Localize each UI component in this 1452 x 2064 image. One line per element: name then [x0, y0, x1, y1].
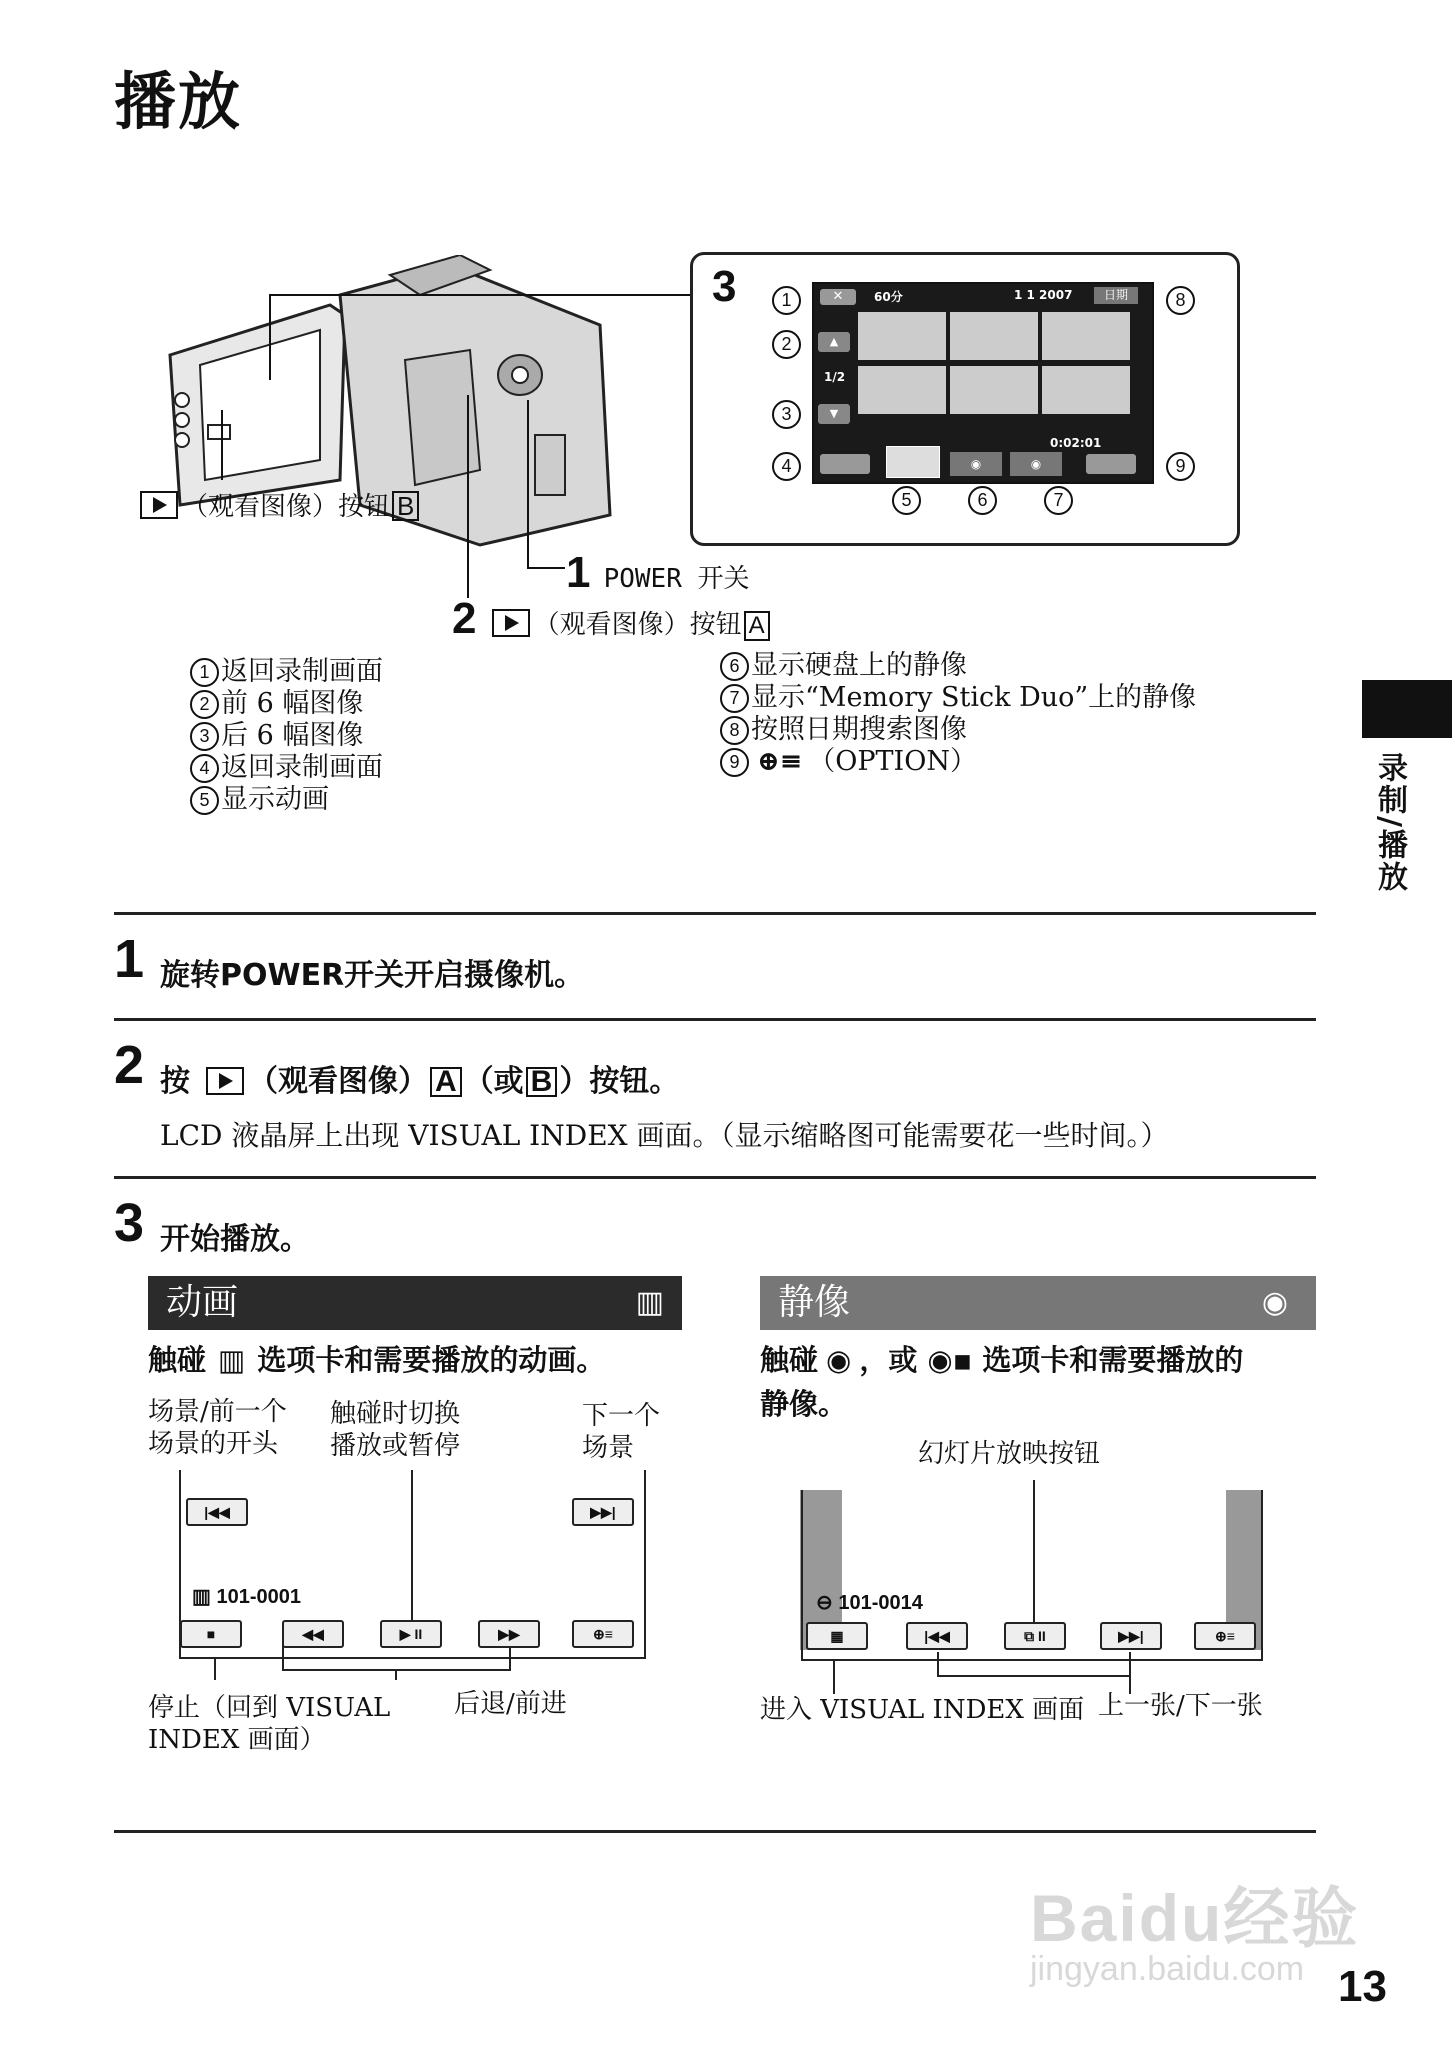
legend-item: 2 前 6 幅图像 [190, 688, 383, 720]
thumbnail-grid [858, 312, 1146, 418]
date-search-button[interactable]: 日期 [1094, 287, 1138, 304]
film-icon: ▥ [635, 1285, 664, 1320]
label-slideshow: 幻灯片放映按钮 [918, 1439, 1101, 1469]
record-mode-button[interactable] [820, 454, 870, 474]
label-stop: 停止（回到 VISUAL INDEX 画面） [148, 1693, 391, 1755]
next-page-button[interactable]: ▼ [818, 404, 850, 424]
legend-item: 4 返回录制画面 [190, 752, 383, 784]
divider [114, 1830, 1316, 1833]
movie-tab[interactable] [886, 446, 940, 478]
legend-item: 6 显示硬盘上的静像 [720, 650, 1196, 682]
thumbnail[interactable] [858, 366, 946, 414]
callout-circle-9: 9 [1166, 452, 1197, 481]
callout-circle-2: 2 [772, 330, 803, 359]
play-icon [206, 1067, 244, 1095]
thumbnail[interactable] [950, 366, 1038, 414]
movie-duration: 0:02:01 [1050, 436, 1102, 450]
screen-date: 1 1 2007 [1014, 288, 1073, 302]
camera-icon: ◉ [826, 1343, 852, 1377]
thumbnail[interactable] [1042, 312, 1130, 360]
legend-item: 7 显示“Memory Stick Duo”上的静像 [720, 682, 1196, 714]
next-scene-button[interactable]: ▶▶| [572, 1498, 634, 1526]
section-tab-marker [1362, 680, 1452, 738]
callout-circle-7: 7 [1044, 486, 1075, 515]
rewind-button[interactable]: ◀◀ [282, 1620, 344, 1648]
option-button[interactable]: ⊕≡ [1194, 1622, 1256, 1650]
page-title: 播放 [114, 65, 243, 138]
step-1-text: 旋转POWER开关开启摄像机。 [160, 958, 585, 993]
stop-button[interactable]: ■ [180, 1620, 242, 1648]
page-indicator: 1/2 [824, 370, 846, 384]
lcd-screen [812, 282, 1154, 484]
thumbnail[interactable] [950, 312, 1038, 360]
legend-item: 3 后 6 幅图像 [190, 720, 383, 752]
hdd-still-tab[interactable]: ◉ [950, 452, 1002, 476]
screen-step-number: 3 [712, 262, 737, 311]
camera-icon: ◉ [1261, 1285, 1288, 1320]
option-button[interactable] [1086, 454, 1136, 474]
thumbnail[interactable] [1042, 366, 1130, 414]
callout-circle-4: 4 [772, 452, 803, 481]
play-icon [492, 609, 530, 637]
legend-left [190, 656, 383, 816]
callout-circle-5: 5 [892, 486, 923, 515]
divider [114, 1176, 1316, 1179]
option-button[interactable]: ⊕≡ [572, 1620, 634, 1648]
step-3-number: 3 [114, 1193, 145, 1253]
movie-section-header: 动画 ▥ [148, 1276, 682, 1330]
view-images-button-a-callout: 2 （观看图像）按钮 A [452, 594, 772, 644]
previous-image-button[interactable]: |◀◀ [906, 1622, 968, 1650]
legend-item: 9 ⊕≡ （OPTION） [720, 746, 1196, 778]
memory-stick-camera-icon: ◉▪ [927, 1343, 973, 1377]
still-file-number: ⊖ 101-0014 [816, 1592, 923, 1614]
divider [114, 912, 1316, 915]
still-section-header: 静像 ◉ [760, 1276, 1316, 1330]
label-prev-next: 上一张/下一张 [1098, 1691, 1263, 1721]
view-images-button-b-label: （观看图像）按钮 B [136, 486, 421, 523]
label-visual-index: 进入 VISUAL INDEX 画面 [760, 1695, 1085, 1725]
step-2-description: LCD 液晶屏上出现 VISUAL INDEX 画面。（显示缩略图可能需要花一些时间。） [160, 1119, 1169, 1152]
still-instruction: 触碰 ◉ ，或 ◉▪ 选项卡和需要播放的 静像。 [760, 1343, 1244, 1421]
prev-page-button[interactable]: ▲ [818, 332, 850, 352]
play-pause-button[interactable]: ▶ II [380, 1620, 442, 1648]
thumbnail[interactable] [858, 312, 946, 360]
disk-icon: ⊖ [816, 1592, 839, 1614]
battery-indicator: 60分 [874, 290, 903, 304]
legend-right [720, 650, 1196, 778]
memory-stick-still-tab[interactable]: ◉ [1010, 452, 1062, 476]
callout-circle-1: 1 [772, 286, 803, 315]
step-3-text: 开始播放。 [160, 1222, 310, 1257]
divider [114, 1018, 1316, 1021]
legend-item: 5 显示动画 [190, 784, 383, 816]
baidu-watermark-url: jingyan.baidu.com [1030, 1950, 1305, 1988]
film-icon: ▥ [192, 1586, 217, 1608]
step-1-number: 1 [114, 929, 145, 989]
film-icon: ▥ [218, 1343, 246, 1377]
step-2-text: 按 （观看图像） A （或 B ）按钮。 [160, 1064, 680, 1099]
legend-item: 1 返回录制画面 [190, 656, 383, 688]
callout-circle-8: 8 [1166, 286, 1197, 315]
label-prev-scene: 场景/前一个 场景的开头 [148, 1397, 287, 1459]
back-to-record-button[interactable]: ✕ [820, 289, 856, 305]
play-icon [140, 491, 178, 519]
label-play-pause: 触碰时切换 播放或暂停 [330, 1399, 461, 1461]
movie-file-number: ▥ 101-0001 [192, 1586, 301, 1608]
legend-item: 8 按照日期搜索图像 [720, 714, 1196, 746]
movie-instruction: 触碰 ▥ 选项卡和需要播放的动画。 [148, 1343, 606, 1377]
callout-circle-6: 6 [968, 486, 999, 515]
callout-circle-3: 3 [772, 400, 803, 429]
fast-forward-button[interactable]: ▶▶ [478, 1620, 540, 1648]
label-next-scene: 下一个 场景 [582, 1401, 661, 1463]
section-side-label: 录制/播放 [1372, 752, 1407, 893]
visual-index-button[interactable]: ▦ [806, 1622, 868, 1650]
option-icon: ⊕≡ [757, 746, 803, 777]
label-rewind-forward: 后退/前进 [454, 1689, 567, 1719]
prev-scene-button[interactable]: |◀◀ [186, 1498, 248, 1526]
slideshow-button[interactable]: ⧉ II [1004, 1622, 1066, 1650]
step-2-number: 2 [114, 1035, 145, 1095]
power-switch-callout: 1 POWER 开关 [566, 548, 750, 597]
next-image-button[interactable]: ▶▶| [1100, 1622, 1162, 1650]
baidu-watermark: Baidu经验 [1030, 1881, 1360, 1955]
page-number: 13 [1338, 1962, 1387, 2011]
